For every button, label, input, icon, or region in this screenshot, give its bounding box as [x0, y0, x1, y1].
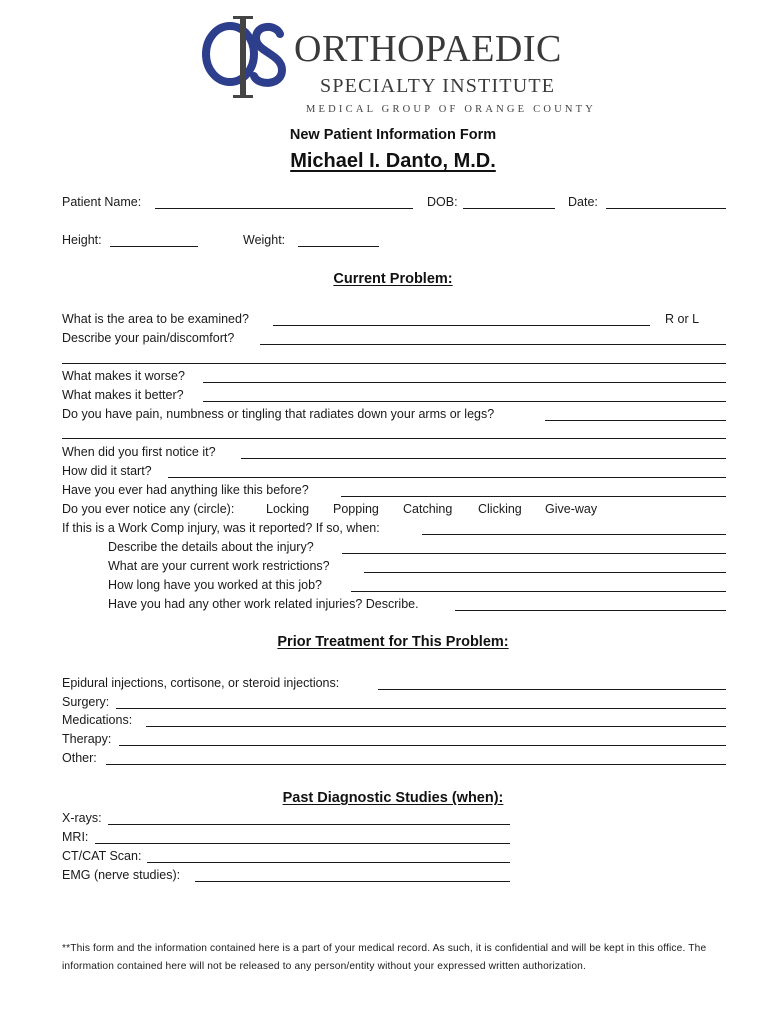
describe-pain-label: Describe your pain/discomfort?	[62, 331, 235, 345]
other-field[interactable]	[106, 764, 726, 765]
logo	[200, 14, 597, 115]
work-comp-field[interactable]	[422, 534, 726, 535]
dob-label: DOB:	[427, 195, 458, 209]
option-clicking[interactable]: Clicking	[478, 502, 522, 516]
option-catching[interactable]: Catching	[403, 502, 453, 516]
current-problem-heading-text: Current Problem:	[333, 271, 453, 287]
medications-field[interactable]	[146, 726, 726, 727]
details-label: Describe the details about the injury?	[108, 540, 314, 554]
therapy-label: Therapy:	[62, 732, 112, 746]
area-examined-label: What is the area to be examined?	[62, 312, 249, 326]
emg-field[interactable]	[195, 881, 510, 882]
how-long-field[interactable]	[351, 591, 726, 592]
osi-logo-icon	[200, 14, 296, 100]
patient-name-label: Patient Name:	[62, 195, 142, 209]
radiates-label: Do you have pain, numbness or tingling that radiates down your arms or legs?	[62, 407, 495, 421]
how-start-field[interactable]	[168, 477, 726, 478]
describe-pain-field-2[interactable]	[62, 363, 726, 364]
xrays-label: X-rays:	[62, 811, 102, 825]
emg-label: EMG (nerve studies):	[62, 868, 181, 882]
injections-label: Epidural injections, cortisone, or steroid injections:	[62, 676, 340, 690]
better-label: What makes it better?	[62, 388, 184, 402]
radiates-field[interactable]	[545, 420, 726, 421]
doctor-name-text: Michael I. Danto, M.D.	[290, 150, 496, 172]
prior-treatment-heading	[0, 634, 770, 650]
weight-field[interactable]	[298, 246, 379, 247]
worse-field[interactable]	[203, 382, 726, 383]
worse-label: What makes it worse?	[62, 369, 185, 383]
other-label: Other:	[62, 751, 97, 765]
better-field[interactable]	[203, 401, 726, 402]
work-comp-label: If this is a Work Comp injury, was it reported? If so, when:	[62, 521, 380, 535]
restrictions-label: What are your current work restrictions?	[108, 559, 330, 573]
surgery-label: Surgery:	[62, 695, 110, 709]
other-injuries-label: Have you had any other work related injuries? Describe.	[108, 597, 419, 611]
option-give-way[interactable]: Give-way	[545, 502, 598, 516]
diagnostic-heading-text: Past Diagnostic Studies (when):	[282, 790, 504, 806]
mri-label: MRI:	[62, 830, 89, 844]
medications-label: Medications:	[62, 713, 133, 727]
diagnostic-heading	[0, 790, 770, 806]
describe-pain-field[interactable]	[260, 344, 726, 345]
form-title: New Patient Information Form	[289, 127, 497, 143]
first-notice-field[interactable]	[241, 458, 726, 459]
dob-field[interactable]	[463, 208, 555, 209]
therapy-field[interactable]	[119, 745, 726, 746]
height-label: Height:	[62, 233, 102, 247]
height-field[interactable]	[110, 246, 198, 247]
option-popping[interactable]: Popping	[333, 502, 379, 516]
logo-subtitle: SPECIALTY INSTITUTE	[320, 75, 556, 97]
ct-label: CT/CAT Scan:	[62, 849, 142, 863]
r-or-l-label: R or L	[665, 312, 700, 326]
option-locking[interactable]: Locking	[266, 502, 310, 516]
patient-name-field[interactable]	[155, 208, 413, 209]
prior-treatment-heading-text: Prior Treatment for This Problem:	[277, 634, 509, 650]
surgery-field[interactable]	[116, 708, 726, 709]
mri-field[interactable]	[95, 843, 510, 844]
how-start-label: How did it start?	[62, 464, 152, 478]
radiates-field-2[interactable]	[62, 438, 726, 439]
other-injuries-field[interactable]	[455, 610, 726, 611]
ct-field[interactable]	[147, 862, 510, 863]
details-field[interactable]	[342, 553, 726, 554]
xrays-field[interactable]	[108, 824, 510, 825]
confidentiality-notice: **This form and the information contained here is a part of your medical record. As such, it is confidential and will be kept in this office. The information contained here will not be released to any person/entity without your expressed written authorization.	[62, 943, 707, 972]
area-examined-field[interactable]	[273, 325, 650, 326]
current-problem-heading	[0, 271, 770, 287]
date-label: Date:	[568, 195, 598, 209]
date-field[interactable]	[606, 208, 726, 209]
weight-label: Weight:	[243, 233, 286, 247]
restrictions-field[interactable]	[364, 572, 726, 573]
logo-title: ORTHOPAEDIC	[294, 28, 562, 70]
injections-field[interactable]	[378, 689, 726, 690]
how-long-label: How long have you worked at this job?	[108, 578, 323, 592]
doctor-name	[0, 150, 770, 173]
before-label: Have you ever had anything like this before?	[62, 483, 309, 497]
before-field[interactable]	[341, 496, 726, 497]
first-notice-label: When did you first notice it?	[62, 445, 216, 459]
notice-any-label: Do you ever notice any (circle):	[62, 502, 235, 516]
logo-tagline: MEDICAL GROUP OF ORANGE COUNTY	[306, 104, 597, 115]
